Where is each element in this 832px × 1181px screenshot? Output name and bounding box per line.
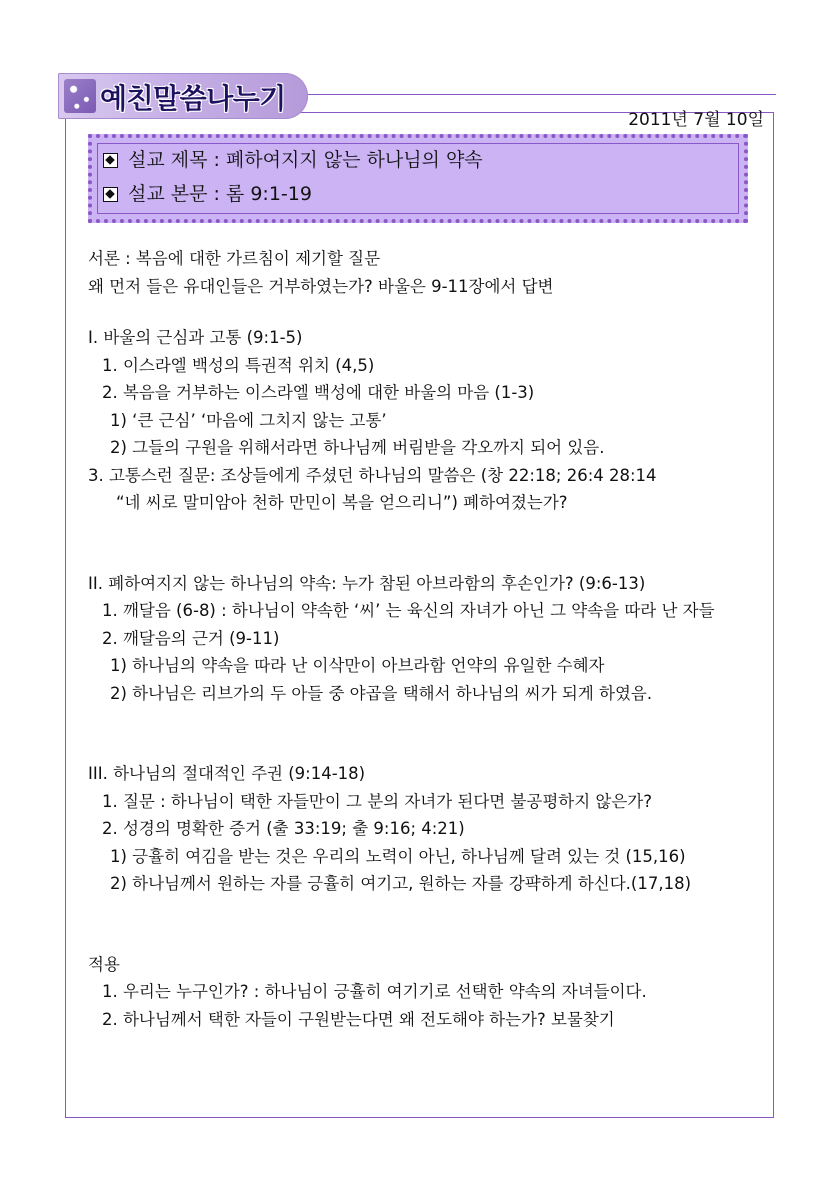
section-heading: II. 폐하여지지 않는 하나님의 약속: 누가 참된 아브라함의 후손인가? (9:6-13)	[88, 573, 646, 593]
outline-item: 1. 이스라엘 백성의 특권적 위치 (4,5)	[102, 355, 375, 375]
outline-subitem: 1) ‘큰 근심’ ‘마음에 그치지 않는 고통’	[110, 410, 387, 430]
logo-banner	[58, 73, 308, 119]
outline-item: 1. 질문 : 하나님이 택한 자들만이 그 분의 자녀가 된다면 불공평하지 않은가?	[102, 791, 652, 811]
outline-item: 2. 깨달음의 근거 (9-11)	[102, 628, 280, 648]
outline-subitem: 2) 하나님께서 원하는 자를 긍휼히 여기고, 원하는 자를 강퍅하게 하신다.(17,18)	[110, 874, 692, 893]
sermon-text-line	[103, 177, 733, 211]
application-item: 2. 하나님께서 택한 자들이 구원받는다면 왜 전도해야 하는가? 보물찾기	[102, 1009, 615, 1029]
intro-line: 서론 : 복음에 대한 가르침이 제기할 질문	[88, 249, 381, 268]
sparkle-icon	[64, 79, 96, 113]
outline-subitem: 1) 하나님의 약속을 따라 난 이삭만이 아브라함 언약의 유일한 수혜자	[110, 656, 605, 675]
sermon-scripture: 설교 본문 : 롬 9:1-19	[128, 183, 312, 205]
sermon-info-box	[88, 134, 748, 223]
outline-subitem: 2) 하나님은 리브가의 두 아들 중 야곱을 택해서 하나님의 씨가 되게 하였음.	[110, 683, 653, 703]
outline-item-continuation: “네 씨로 말미암아 천하 만민이 복을 얻으리니”) 폐하여졌는가?	[116, 493, 568, 512]
sermon-date: 2011년 7월 10일	[628, 110, 764, 130]
diamond-bullet-icon	[103, 187, 118, 202]
diamond-bullet-icon	[103, 153, 118, 168]
outline-item: 1. 깨달음 (6-8) : 하나님이 약속한 ‘씨’ 는 육신의 자녀가 아닌 그 약속을 따라 난 자들	[102, 601, 715, 620]
application-heading: 적용	[88, 954, 120, 974]
header-rule	[300, 94, 776, 95]
outline-item: 2. 성경의 명확한 증거 (출 33:19; 출 9:16; 4:21)	[102, 819, 465, 838]
logo-title: 예친말씀나누기	[100, 82, 286, 115]
outline-item: 2. 복음을 거부하는 이스라엘 백성에 대한 바울의 마음 (1-3)	[102, 383, 535, 402]
sermon-outline	[88, 245, 758, 1033]
application-item: 1. 우리는 누구인가? : 하나님이 긍휼히 여기기로 선택한 약속의 자녀들이다.	[102, 982, 647, 1001]
sermon-title: 설교 제목 : 폐하여지지 않는 하나님의 약속	[128, 149, 483, 171]
outline-subitem: 1) 긍휼히 여김을 받는 것은 우리의 노력이 아닌, 하나님께 달려 있는 것 (15,16)	[110, 846, 686, 866]
intro-line: 왜 먼저 들은 유대인들은 거부하였는가? 바울은 9-11장에서 답변	[88, 276, 554, 296]
outline-item: 3. 고통스런 질문: 조상들에게 주셨던 하나님의 말씀은 (창 22:18; 26:4 28:14	[88, 465, 657, 485]
outline-subitem: 2) 그들의 구원을 위해서라면 하나님께 버림받을 각오까지 되어 있음.	[110, 438, 605, 457]
section-heading: III. 하나님의 절대적인 주권 (9:14-18)	[88, 764, 366, 783]
sermon-title-line	[103, 143, 733, 177]
section-heading: I. 바울의 근심과 고통 (9:1-5)	[88, 328, 303, 347]
